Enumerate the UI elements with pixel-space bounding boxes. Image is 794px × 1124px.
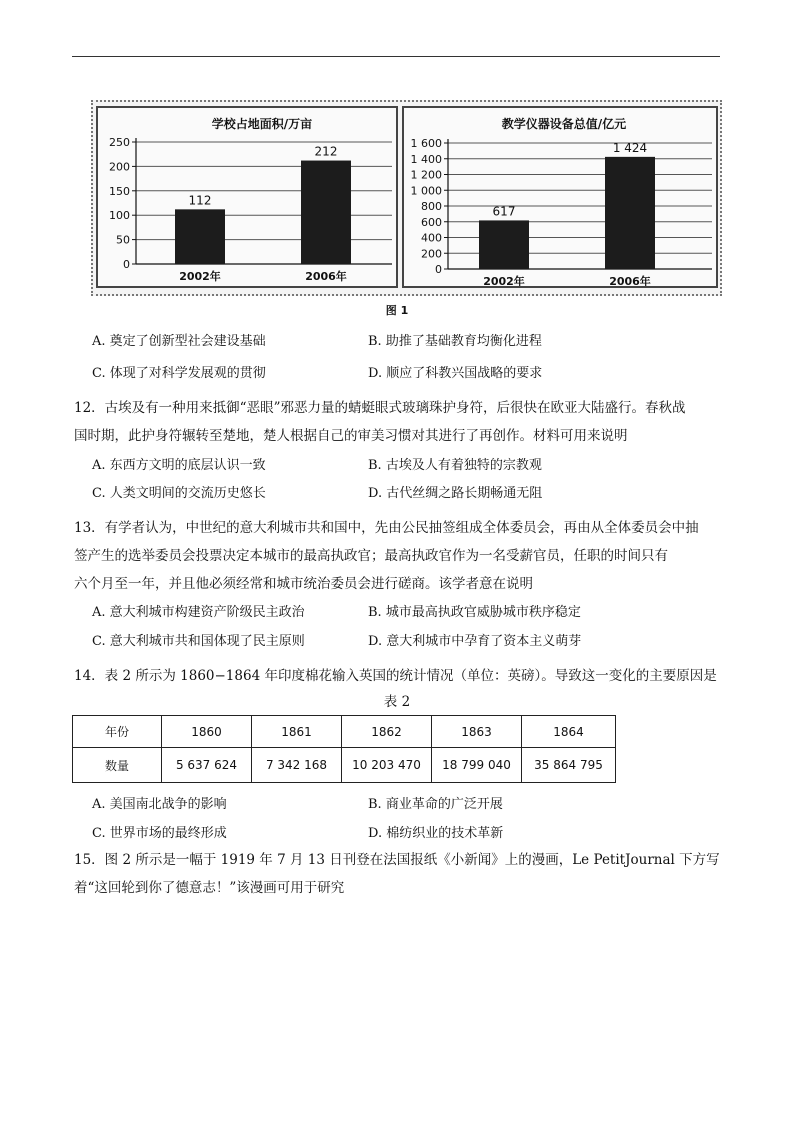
y-tick-label: 150 [109,184,130,198]
q12-option-b: B. 古埃及人有着独特的宗教观 [368,458,542,473]
chart-title: 教学仪器设备总值/亿元 [501,117,627,131]
figure-1-caption: 图 1 [385,304,409,317]
table-cell: 10 203 470 [342,748,432,783]
y-tick-label: 50 [116,233,130,247]
q12-stem-line-1: 12．古埃及有一种用来抵御“恶眼”邪恶力量的蜻蜓眼式玻璃珠护身符，后很快在欧亚大陆盛行。春秋战 [74,400,686,416]
bar [605,157,655,269]
table-cell: 35 864 795 [522,748,616,783]
table-row [73,716,616,748]
chart-school-area [96,106,398,288]
table-cell: 1863 [432,716,522,748]
y-tick-label: 200 [421,247,442,261]
data-label: 1 424 [612,140,648,155]
q13-option-c: C. 意大利城市共和国体现了民主原则 [92,634,305,649]
table-cell: 1864 [522,716,616,748]
y-tick-label: 0 [435,263,442,276]
chart-school-area-svg [98,108,396,286]
y-tick-label: 800 [421,200,442,213]
chart-equipment-value-svg [404,108,716,286]
x-tick-label: 2002年 [483,275,525,286]
q11-option-d: D. 顺应了科教兴国战略的要求 [368,366,543,381]
y-tick-label: 0 [123,258,130,271]
x-tick-label: 2006年 [609,275,651,286]
table-row [73,748,616,783]
q11-option-a: A. 奠定了创新型社会建设基础 [92,334,266,349]
q14-option-d: D. 棉纺织业的技术革新 [368,826,504,841]
y-tick-label: 1 400 [410,152,442,166]
data-label: 112 [188,193,212,208]
q12-option-c: C. 人类文明间的交流历史悠长 [92,486,266,501]
q11-option-b: B. 助推了基础教育均衡化进程 [368,334,542,349]
bar [479,220,529,269]
q15-stem-line-1: 15．图 2 所示是一幅于 1919 年 7 月 13 日刊登在法国报纸《小新闻》上的漫画，Le PetitJournal 下方写 [74,852,720,868]
chart-equipment-value [402,106,718,288]
q12-stem-line-2: 国时期，此护身符辗转至楚地，楚人根据自己的审美习惯对其进行了再创作。材料可用来说明 [74,428,628,444]
q13-stem-line-2: 签产生的选举委员会投票决定本城市的最高执政官；最高执政官作为一名受薪官员，任职的时间只有 [74,548,668,564]
table-2-caption: 表 2 [383,694,411,710]
table-cell: 1862 [342,716,432,748]
q14-option-c: C. 世界市场的最终形成 [92,826,227,841]
bar [175,209,225,264]
q13-stem-line-1: 13．有学者认为，中世纪的意大利城市共和国中，先由公民抽签组成全体委员会，再由从全体委员会中抽 [74,520,699,536]
table-cell: 7 342 168 [252,748,342,783]
table-cell: 18 799 040 [432,748,522,783]
table-cell: 年份 [73,716,162,748]
q14-stem-line-1: 14．表 2 所示为 1860−1864 年印度棉花输入英国的统计情况（单位：英磅）。导致这一变化的主要原因是 [74,668,717,684]
x-tick-label: 2002年 [179,270,221,283]
q12-option-d: D. 古代丝绸之路长期畅通无阻 [368,486,543,501]
y-tick-label: 1 600 [410,137,442,150]
y-tick-label: 200 [109,160,130,174]
q11-option-c: C. 体现了对科学发展观的贯彻 [92,366,266,381]
y-tick-label: 1 200 [410,168,442,182]
q13-option-b: B. 城市最高执政官威胁城市秩序稳定 [368,605,581,620]
y-tick-label: 400 [421,231,442,245]
y-tick-label: 1 000 [410,184,442,198]
bar [301,161,351,264]
q13-option-d: D. 意大利城市中孕育了资本主义萌芽 [368,634,582,649]
q12-option-a: A. 东西方文明的底层认识一致 [92,458,266,473]
header-rule [72,56,720,57]
data-label: 617 [492,204,516,219]
q13-stem-line-3: 六个月至一年，并且他必须经常和城市统治委员会进行磋商。该学者意在说明 [74,576,533,592]
q14-option-b: B. 商业革命的广泛开展 [368,797,503,812]
data-label: 212 [314,144,338,159]
y-tick-label: 600 [421,215,442,229]
table-2 [72,715,616,783]
table-cell: 5 637 624 [162,748,252,783]
table-cell: 数量 [73,748,162,783]
q13-option-a: A. 意大利城市构建资产阶级民主政治 [92,605,305,620]
chart-title: 学校占地面积/万亩 [211,117,313,131]
q14-option-a: A. 美国南北战争的影响 [92,797,227,812]
y-tick-label: 250 [109,136,130,149]
table-cell: 1860 [162,716,252,748]
table-cell: 1861 [252,716,342,748]
y-tick-label: 100 [109,209,130,223]
x-tick-label: 2006年 [305,270,347,283]
q15-stem-line-2: 着“这回轮到你了德意志！”该漫画可用于研究 [74,880,345,896]
